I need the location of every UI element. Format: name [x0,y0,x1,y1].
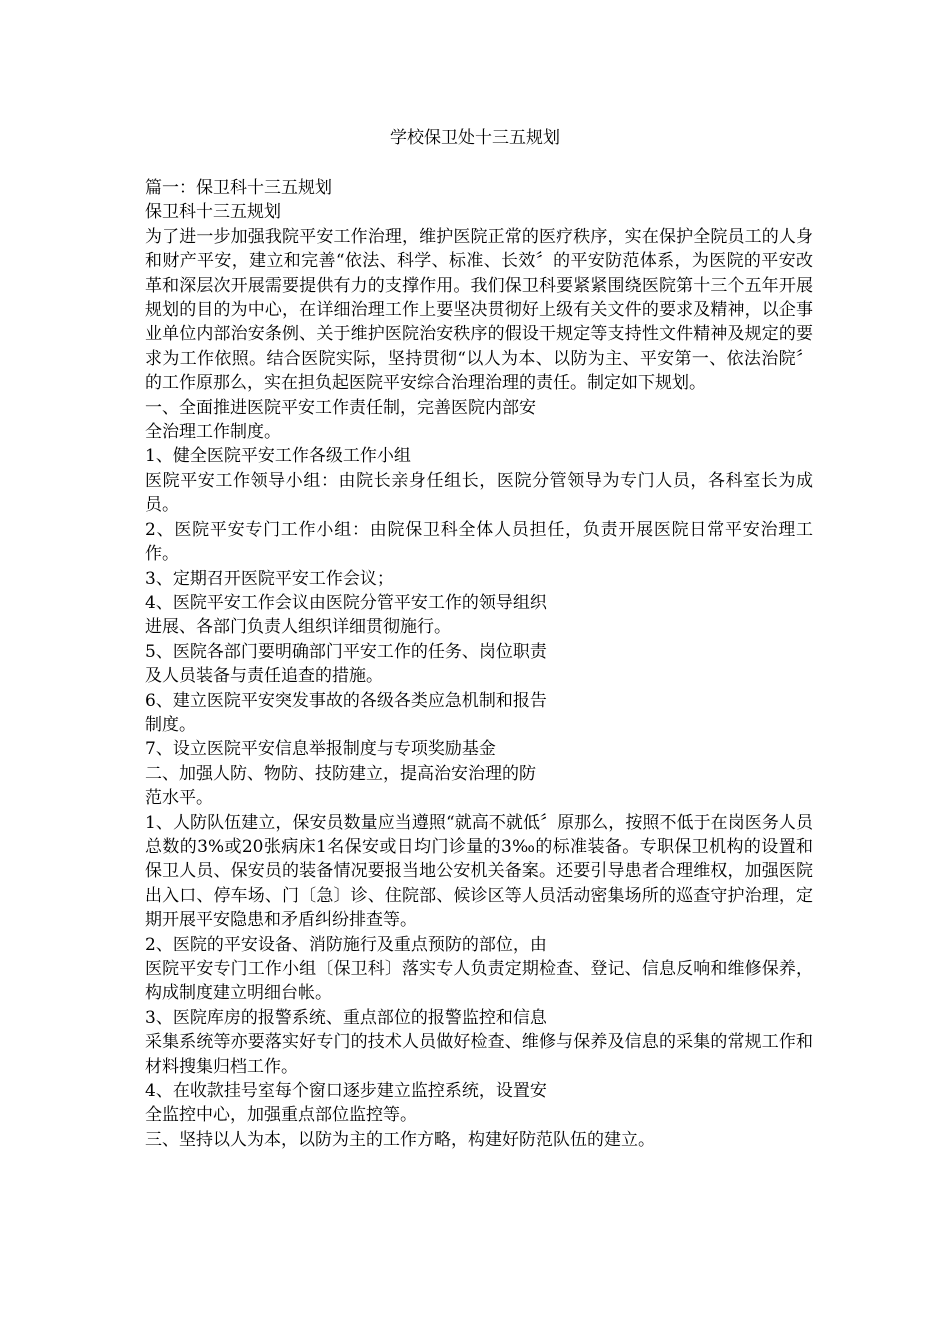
paragraph: 3、医院库房的报警系统、重点部位的报警监控和信息 [145,1007,547,1028]
document-title: 学校保卫处十三五规划 [390,128,560,148]
paragraph: 3、定期召开医院平安工作会议； [145,568,394,589]
paragraph: 保卫科十三五规划 [145,202,281,223]
paragraph: 制度。 [145,714,196,735]
document-body [145,176,813,1152]
paragraph: 7、设立医院平安信息举报制度与专项奖励基金 [145,739,496,760]
paragraph: 全监控中心，加强重点部位监控等。 [145,1105,417,1126]
paragraph: 4、在收款挂号室每个窗口逐步建立监控系统，设置安 [145,1081,547,1102]
paragraph: 医院平安专门工作小组〔保卫科〕落实专人负责定期检查、登记、信息反响和维修保养，构成制度建立明细台帐。 [145,959,813,1004]
paragraph: 三、坚持以人为本，以防为主的工作方略，构建好防范队伍的建立。 [145,1129,655,1150]
paragraph: 医院平安工作领导小组：由院长亲身任组长，医院分管领导为专门人员，各科室长为成员。 [145,470,813,516]
paragraph: 进展、各部门负责人组织详细贯彻施行。 [145,617,451,638]
paragraph: 1、健全医院平安工作各级工作小组 [145,446,411,467]
paragraph: 为了进一步加强我院平安工作治理，维护医院正常的医疗秩序，实在保护全院员工的人身和财产平安，建立和完善“依法、科学、标准、长效〞的平安防范体系，为医院的平安改革和深层次开展需要提供有力的支撑作用。我们保卫科要紧紧围绕医院第十三个五年开展规划的目的为中心，在详细治理工作上要坚决贯彻好上级有关文件的要求及精神，以企事业单位内部治安条例、关于维护医院治安秩序的假设干规定等支持性文件精神及规定的要求为工作依照。结合医院实际，坚持贯彻“以人为本、以防为主、平安第一、依法治院〞的工作原那么，实在担负起医院平安综合治理治理的责任。制定如下规划。 [145,226,813,394]
paragraph: 4、医院平安工作会议由医院分管平安工作的领导组织 [145,592,547,613]
paragraph: 6、建立医院平安突发事故的各级各类应急机制和报告 [145,690,547,711]
paragraph: 2、医院平安专门工作小组：由院保卫科全体人员担任，负责开展医院日常平安治理工作。 [145,519,813,565]
paragraph: 1、人防队伍建立，保安员数量应当遵照“就高不就低〞原那么，按照不低于在岗医务人员总数的3%或20张病床1名保安或日均门诊量的3‰的标准装备。专职保卫机构的设置和保卫人员、保安员的装备情况要报当地公安机关备案。还要引导患者合理维权，加强医院出入口、停车场、门〔急〕诊、住院部、候诊区等人员活动密集场所的巡查守护治理，定期开展平安隐患和矛盾纠纷排查等。 [145,812,813,931]
paragraph: 5、医院各部门要明确部门平安工作的任务、岗位职责 [145,641,547,662]
paragraph: 篇一：保卫科十三五规划 [145,178,332,198]
paragraph: 及人员装备与责任追查的措施。 [145,666,383,687]
paragraph: 范水平。 [145,788,213,809]
paragraph: 2、医院的平安设备、消防施行及重点预防的部位，由 [145,934,547,955]
paragraph: 一、全面推进医院平安工作责任制，完善医院内部安 [145,397,536,418]
paragraph: 采集系统等亦要落实好专门的技术人员做好检查、维修与保养及信息的采集的常规工作和材料搜集归档工作。 [145,1032,813,1077]
paragraph: 二、加强人防、物防、技防建立，提高治安治理的防 [145,763,536,784]
paragraph: 全治理工作制度。 [145,422,281,443]
